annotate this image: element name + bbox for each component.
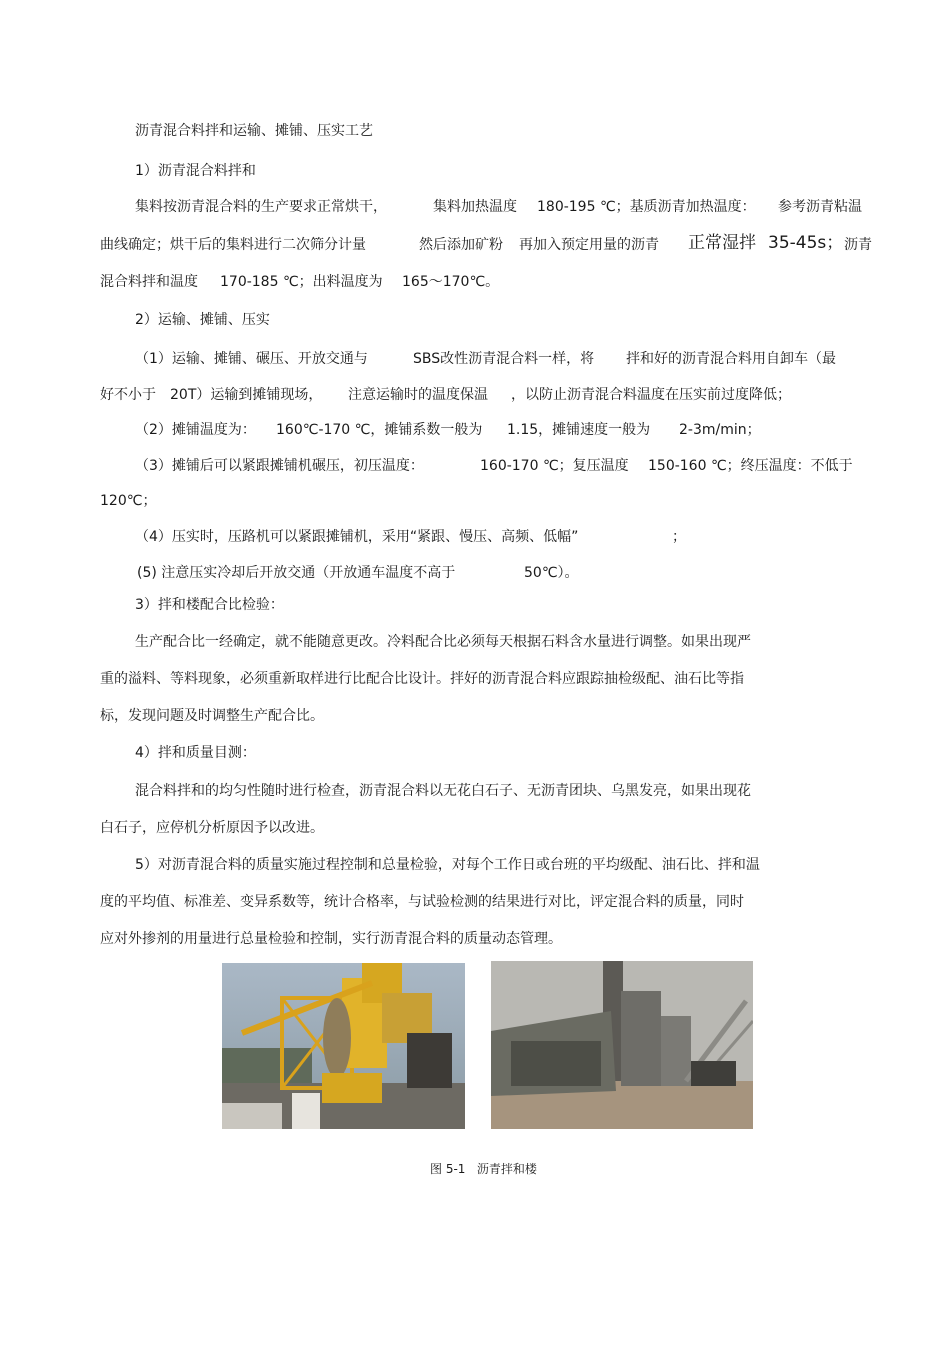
s5-line-1: 5）对沥青混合料的质量实施过程控制和总量检验，对每个工作日或台班的平均级配、油石比、拌和温 [135,857,760,873]
s2-p1b-b: 20T）运输到摊铺现场， [170,387,323,403]
s1-line2-f: 沥青 [844,237,872,253]
s1-line2-a: 曲线确定；烘干后的集料进行二次筛分计量 [100,237,366,253]
s3-line-2: 重的溢料、等料现象，必须重新取样进行比配合比设计。拌好的沥青混合料应跟踪抽检级配、油石比等指 [100,671,744,687]
s2-p3-a: （3）摊铺后可以紧跟摊铺机碾压，初压温度： [135,458,424,474]
s1-line1-c: 180-195 ℃；基质沥青加热温度： [537,199,756,215]
s2-p1-a: （1）运输、摊铺、碾压、开放交通与 [135,351,368,367]
s1-line2-d: 正常湿拌 [688,233,756,253]
s3-line-3: 标，发现问题及时调整生产配合比。 [100,708,324,724]
s1-line2-c: 再加入预定用量的沥青 [519,237,659,253]
asphalt-plant-photo-right [491,961,753,1129]
s2-p3-c: 150-160 ℃；终压温度：不低于 [648,458,853,474]
section-2-heading: 2）运输、摊铺、压实 [135,312,270,328]
s1-line3-b: 170-185 ℃；出料温度为 [220,274,383,290]
s1-line2-e: 35-45s； [768,233,844,253]
s2-p1b-a: 好不小于 [100,387,156,403]
s2-p1-b: SBS改性沥青混合料一样，将 [413,351,595,367]
s2-p5-b: 50℃）。 [524,565,579,581]
asphalt-plant-photo-left [222,963,465,1129]
section-3-heading: 3）拌和楼配合比检验： [135,597,284,613]
section-4-heading: 4）拌和质量目测： [135,745,256,761]
s1-line2-b: 然后添加矿粉 [419,237,503,253]
s1-line3-c: 165～170℃。 [402,274,500,290]
s2-p1-c: 拌和好的沥青混合料用自卸车（最 [626,351,836,367]
s2-p2-a: （2）摊铺温度为： [135,422,256,438]
s2-p1b-c: 注意运输时的温度保温 [348,387,488,403]
s2-p3b: 120℃； [100,493,157,509]
s3-line-1: 生产配合比一经确定，就不能随意更改。冷料配合比必须每天根据石料含水量进行调整。如果出现严 [135,634,751,650]
s1-line1-a: 集料按沥青混合料的生产要求正常烘干， [135,199,387,215]
s2-p2-d: 2-3m/min； [679,422,761,438]
s2-p4-a: （4）压实时，压路机可以紧跟摊铺机，采用“紧跟、慢压、高频、低幅” [135,529,579,545]
section-1-heading: 1）沥青混合料拌和 [135,163,256,179]
s2-p4-b: ； [672,529,686,545]
figure-caption: 图 5-1 沥青拌和楼 [430,1162,537,1176]
s5-line-3: 应对外掺剂的用量进行总量检验和控制，实行沥青混合料的质量动态管理。 [100,931,562,947]
s2-p5-a: (5) 注意压实冷却后开放交通（开放通车温度不高于 [137,565,456,581]
s2-p1b-d: ，以防止沥青混合料温度在压实前过度降低； [511,387,791,403]
s4-line-2: 白石子，应停机分析原因予以改进。 [100,820,324,836]
s2-p2-c: 1.15，摊铺速度一般为 [507,422,651,438]
s2-p2-b: 160℃-170 ℃，摊铺系数一般为 [276,422,483,438]
s1-line1-d: 参考沥青粘温 [778,199,862,215]
s1-line1-b: 集料加热温度 [433,199,517,215]
s2-p3-b: 160-170 ℃；复压温度 [480,458,629,474]
s4-line-1: 混合料拌和的均匀性随时进行检查，沥青混合料以无花白石子、无沥青团块、乌黑发亮，如果出现花 [135,783,751,799]
s1-line3-a: 混合料拌和温度 [100,274,198,290]
doc-title: 沥青混合料拌和运输、摊铺、压实工艺 [135,123,373,139]
s5-line-2: 度的平均值、标准差、变异系数等，统计合格率，与试验检测的结果进行对比，评定混合料的质量，同时 [100,894,744,910]
